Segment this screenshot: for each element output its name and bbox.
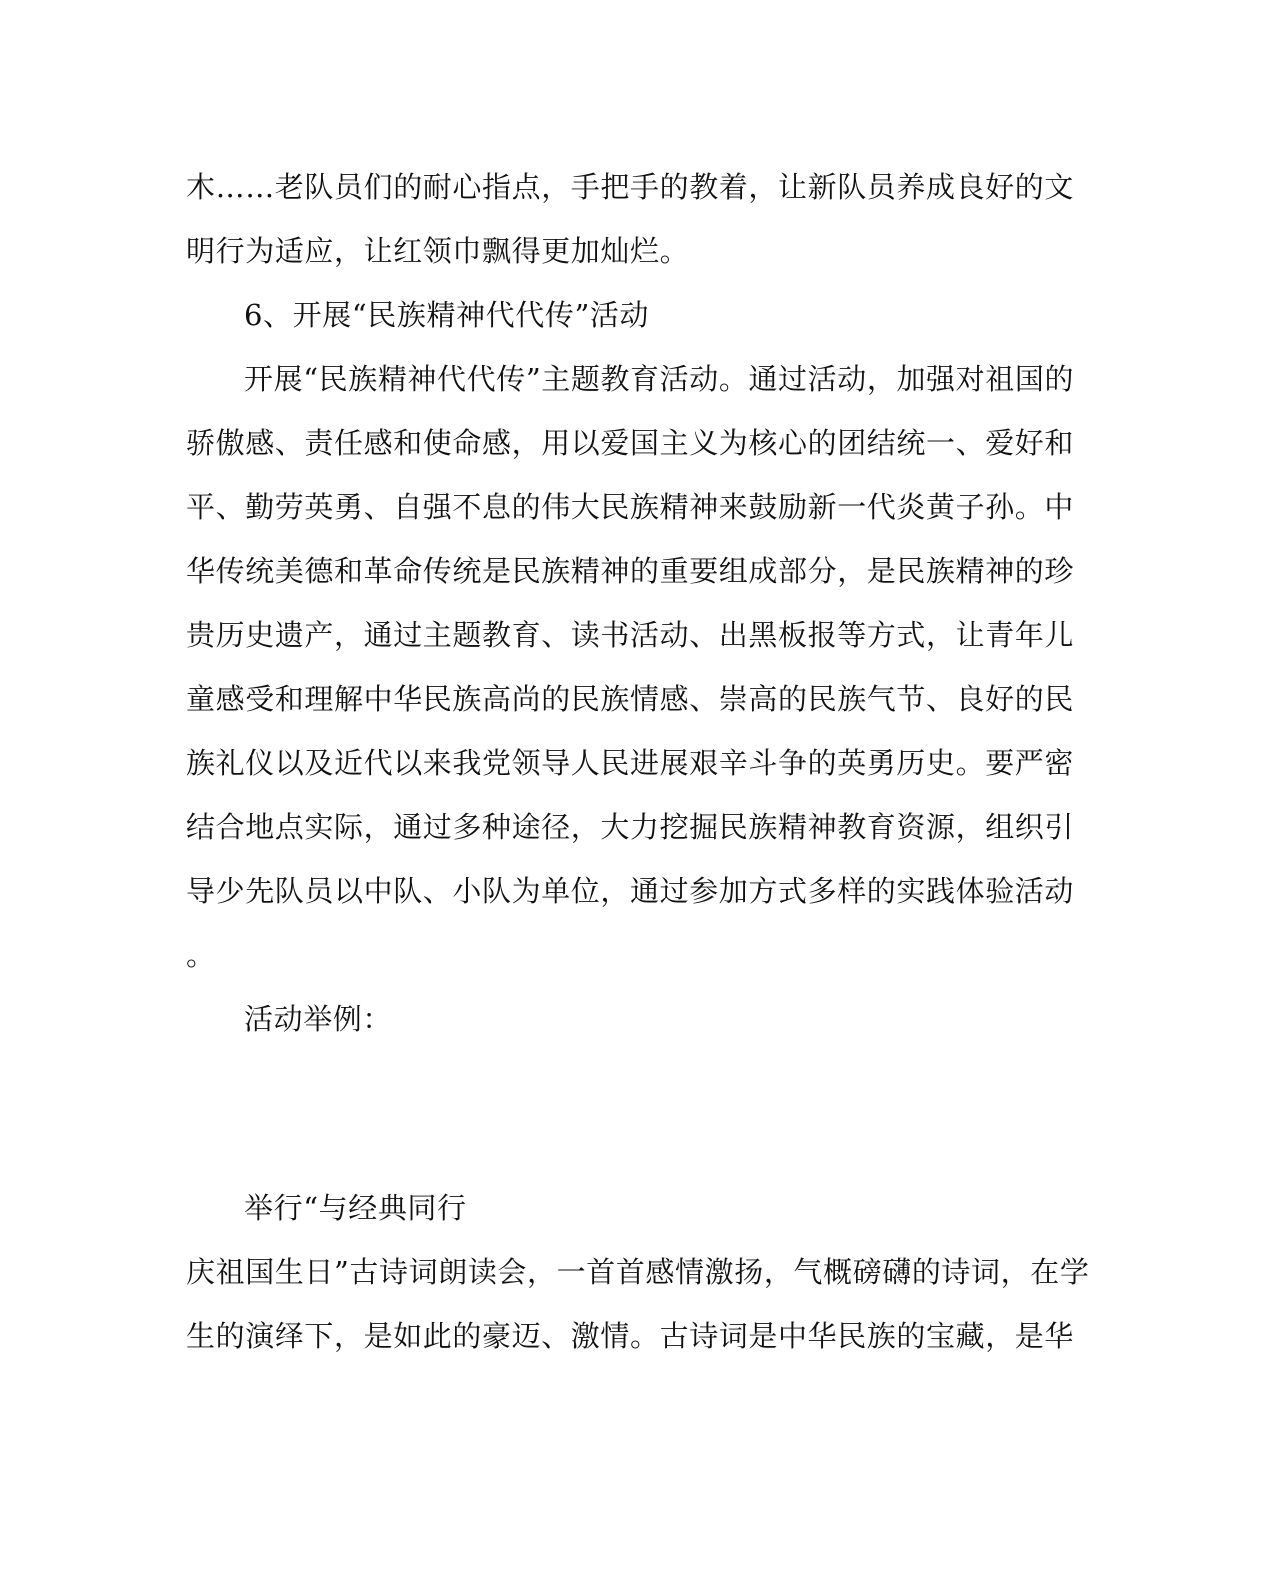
paragraph-line: 明行为适应，让红领巾飘得更加灿烂。: [186, 234, 690, 268]
paragraph-line: 结合地点实际，通过多种途径，大力挖掘民族精神教育资源，组织引: [186, 810, 1075, 844]
paragraph-line: 生的演绎下，是如此的豪迈、激情。古诗词是中华民族的宝藏，是华: [186, 1319, 1075, 1353]
paragraph-line: 骄傲感、责任感和使命感，用以爱国主义为核心的团结统一、爱好和: [186, 426, 1075, 460]
paragraph-line: 导少先队员以中队、小队为单位，通过参加方式多样的实践体验活动: [186, 874, 1075, 908]
paragraph-line: 木……老队员们的耐心指点，手把手的教着，让新队员养成良好的文: [186, 170, 1075, 204]
paragraph-line: 童感受和理解中华民族高尚的民族情感、崇高的民族气节、良好的民: [186, 682, 1075, 716]
paragraph-line: 庆祖国生日”古诗词朗读会，一首首感情激扬，气概磅礴的诗词，在学: [186, 1255, 1090, 1289]
example-label: 活动举例：: [244, 1002, 393, 1036]
paragraph-line: 举行“与经典同行: [244, 1191, 467, 1225]
paragraph-line: 开展“民族精神代代传”主题教育活动。通过活动，加强对祖国的: [244, 362, 1075, 396]
paragraph-line: 族礼仪以及近代以来我党领导人民进展艰辛斗争的英勇历史。要严密: [186, 746, 1075, 780]
paragraph-line: 华传统美德和革命传统是民族精神的重要组成部分，是民族精神的珍: [186, 554, 1075, 588]
paragraph-line: 平、勤劳英勇、自强不息的伟大民族精神来鼓励新一代炎黄子孙。中: [186, 490, 1075, 524]
paragraph-line: 。: [186, 938, 216, 972]
paragraph-line: 贵历史遗产，通过主题教育、读书活动、出黑板报等方式，让青年儿: [186, 618, 1075, 652]
section-heading: 6、开展“民族精神代代传”活动: [244, 298, 650, 332]
